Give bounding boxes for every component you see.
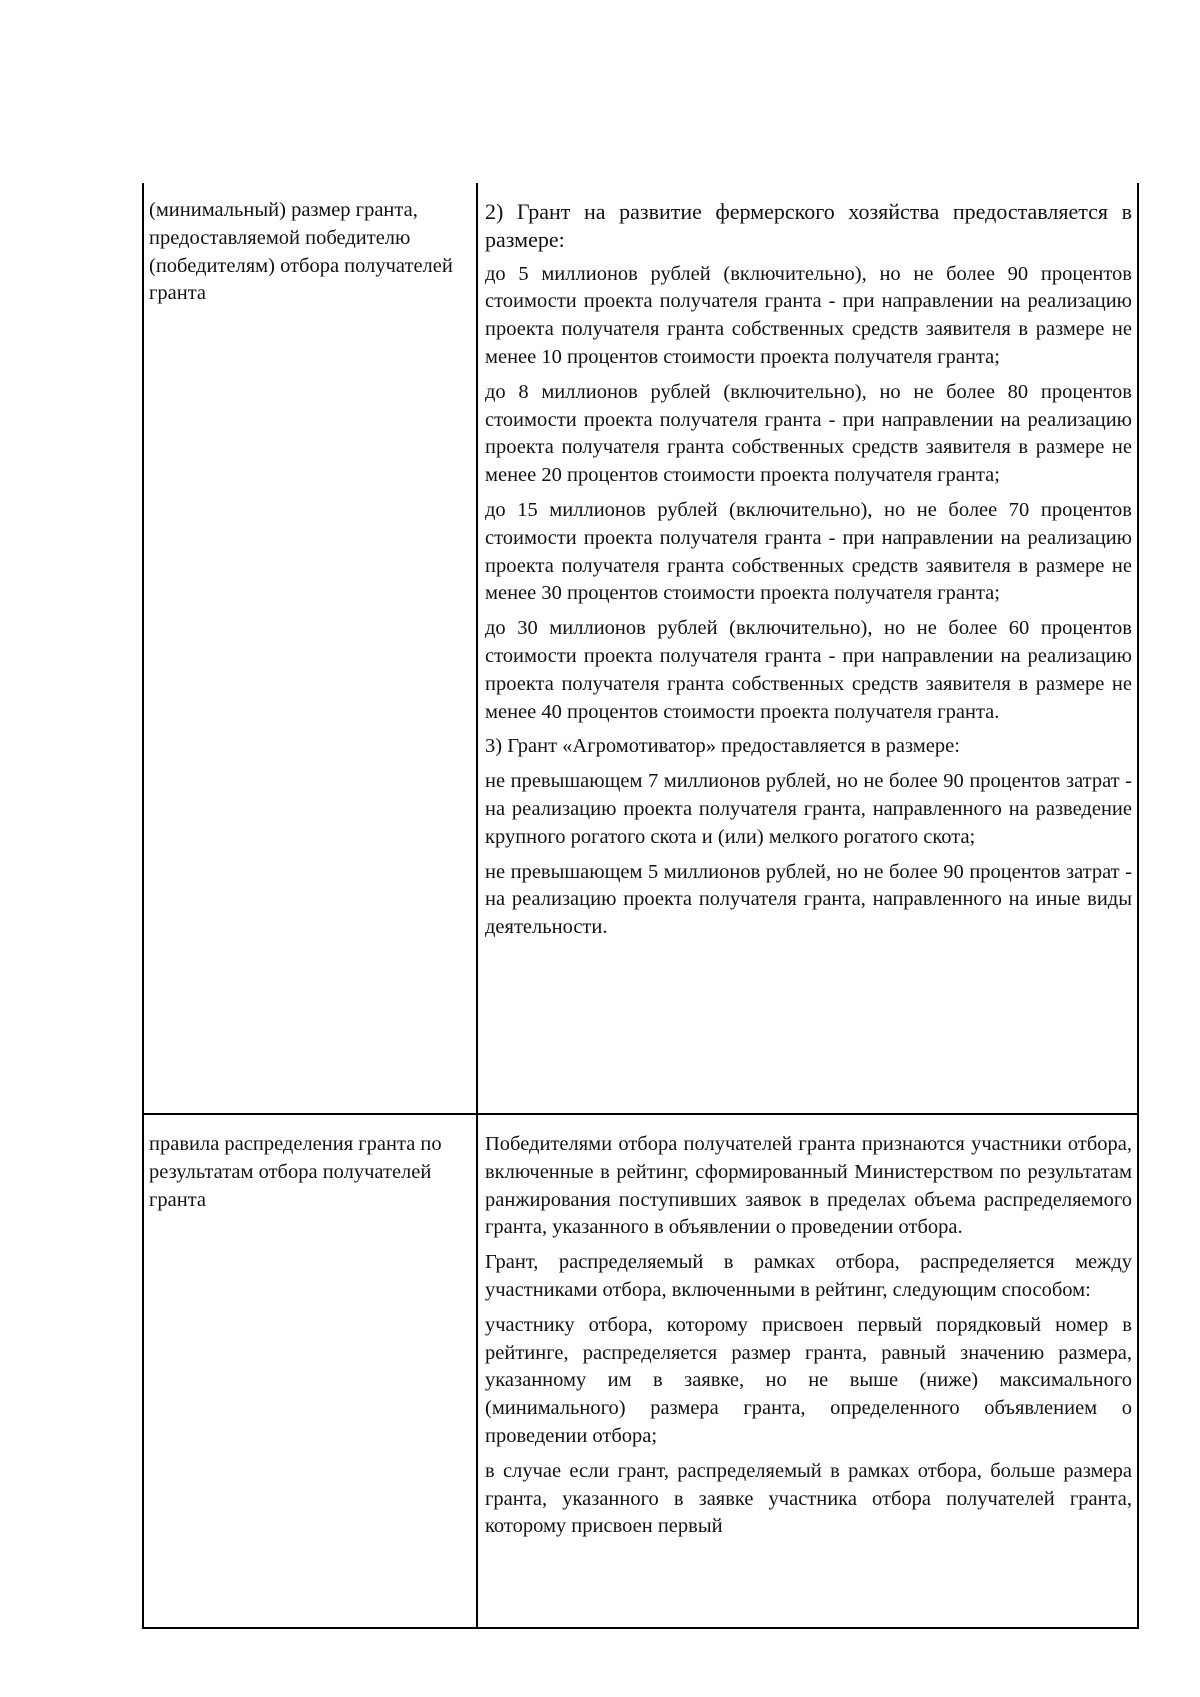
paragraph-remaining-grant-rule: в случае если грант, распределяемый в рамках отбора, больше размера гранта, указанного в заявке участника отбора получателей гранта, которому присвоен первый — [485, 1459, 1132, 1538]
paragraph-farm-grant-tier-30m: до 30 миллионов рублей (включительно), но не более 60 процентов стоимости проекта получателя гранта - при направлении на реализацию проекта получателя гранта собственных средств заявителя в размере не менее 40 процентов стоимости проекта получателя гранта. — [485, 617, 1132, 723]
table-row-divider — [142, 1113, 1139, 1115]
table-row-1-content-cell — [485, 198, 1132, 949]
table-row-2-label-cell — [149, 1131, 467, 1214]
paragraph-farm-grant-intro: 2) Грант на развитие фермерского хозяйства предоставляется в размере: — [485, 199, 1132, 252]
paragraph-agromotivator-other: не превышающем 5 миллионов рублей, но не более 90 процентов затрат - на реализацию проекта получателя гранта, направленного на иные виды деятельности. — [485, 860, 1132, 939]
table-bottom-border — [142, 1627, 1139, 1629]
table-row-2-label: правила распределения гранта по результатам отбора получателей гранта — [149, 1133, 442, 1211]
table-row-2-content-cell — [485, 1131, 1132, 1548]
paragraph-farm-grant-tier-8m: до 8 миллионов рублей (включительно), но не более 80 процентов стоимости проекта получателя гранта - при направлении на реализацию проекта получателя гранта собственных средств заявителя в размере не менее 20 процентов стоимости проекта получателя гранта; — [485, 380, 1132, 487]
paragraph-distribution-method: Грант, распределяемый в рамках отбора, распределяется между участниками отбора, включенными в рейтинг, следующим способом: — [485, 1251, 1132, 1301]
paragraph-winners-definition: Победителями отбора получателей гранта признаются участники отбора, включенные в рейтинг, сформированный Министерством по результатам ранжирования поступивших заявок в пределах объема распределяемого гранта, указанного в объявлении о проведении отбора. — [485, 1133, 1132, 1239]
paragraph-agromotivator-cattle: не превышающем 7 миллионов рублей, но не более 90 процентов затрат - на реализацию проекта получателя гранта, направленного на разведение крупного рогатого скота и (или) мелкого рогатого скота; — [485, 770, 1132, 848]
paragraph-agromotivator-intro: 3) Грант «Агромотиватор» предоставляется в размере: — [485, 735, 960, 758]
table-left-border — [142, 183, 144, 1629]
table-row-1-label-cell — [149, 197, 467, 308]
table-row-1-label: (минимальный) размер гранта, предоставляемой победителю (победителям) отбора получателей гранта — [149, 199, 453, 305]
paragraph-farm-grant-tier-5m: до 5 миллионов рублей (включительно), но не более 90 процентов стоимости проекта получателя гранта - при направлении на реализацию проекта получателя гранта собственных средств заявителя в размере не менее 10 процентов стоимости проекта получателя гранта; — [485, 262, 1132, 368]
paragraph-first-rank-rule: участнику отбора, которому присвоен первый порядковый номер в рейтинге, распределяется размер гранта, равный значению размера, указанному им в заявке, но не выше (ниже) максимального (минимального) размера гранта, определенного объявлением о проведении отбора; — [485, 1313, 1132, 1447]
table-right-border — [1137, 183, 1139, 1629]
table-column-divider — [476, 183, 478, 1629]
paragraph-farm-grant-tier-15m: до 15 миллионов рублей (включительно), но не более 70 процентов стоимости проекта получателя гранта - при направлении на реализацию проекта получателя гранта собственных средств заявителя в размере не менее 30 процентов стоимости проекта получателя гранта; — [485, 498, 1132, 605]
